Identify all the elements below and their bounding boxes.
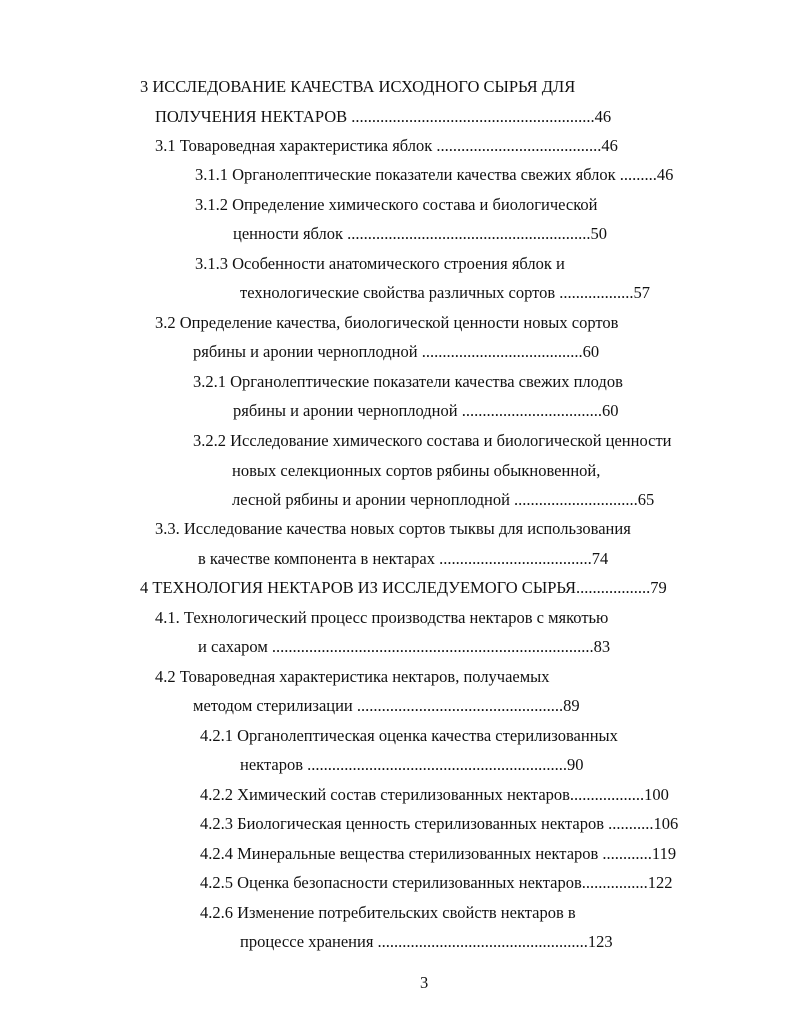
toc-line-3-1-3: 3.1.3 Особенности анатомического строения яблок и bbox=[195, 254, 565, 273]
toc-line-3-1-3-cont: технологические свойства различных сортов ..................57 bbox=[240, 283, 651, 302]
toc-line-chapter-3-title: 3 ИССЛЕДОВАНИЕ КАЧЕСТВА ИСХОДНОГО СЫРЬЯ ДЛЯ bbox=[140, 77, 576, 96]
toc-line-3-2-1: 3.2.1 Органолептические показатели качества свежих плодов bbox=[193, 372, 623, 391]
toc-line-3-2: 3.2 Определение качества, биологической ценности новых сортов bbox=[155, 313, 619, 332]
toc-line-3-1-1: 3.1.1 Органолептические показатели качества свежих яблок .........46 bbox=[195, 165, 674, 184]
toc-line-4-2-3: 4.2.3 Биологическая ценность стерилизованных нектаров ...........106 bbox=[200, 814, 679, 833]
toc-line-4-2-1: 4.2.1 Органолептическая оценка качества стерилизованных bbox=[200, 726, 618, 745]
toc-line-3-2-2: 3.2.2 Исследование химического состава и биологической ценности bbox=[193, 431, 672, 450]
toc-line-3-2-cont: рябины и аронии черноплодной .......................................60 bbox=[193, 342, 600, 361]
toc-line-chapter-3-title-cont: ПОЛУЧЕНИЯ НЕКТАРОВ ...........................................................46 bbox=[155, 107, 612, 126]
toc-line-4-2: 4.2 Товароведная характеристика нектаров, получаемых bbox=[155, 667, 550, 686]
toc-line-3-2-2-cont-1: новых селекционных сортов рябины обыкновенной, bbox=[232, 461, 601, 480]
page-number: 3 bbox=[420, 973, 429, 992]
toc-line-3-1-2: 3.1.2 Определение химического состава и биологической bbox=[195, 195, 598, 214]
toc-line-4-1: 4.1. Технологический процесс производства нектаров с мякотью bbox=[155, 608, 609, 627]
toc-line-3-3-cont: в качестве компонента в нектарах .....................................74 bbox=[198, 549, 609, 568]
toc-line-3-2-2-cont-2: лесной рябины и аронии черноплодной ..............................65 bbox=[232, 490, 655, 509]
toc-line-4-2-5: 4.2.5 Оценка безопасности стерилизованных нектаров................122 bbox=[200, 873, 673, 892]
toc-line-4-1-cont: и сахаром ..............................................................................83 bbox=[198, 637, 611, 656]
toc-line-4-2-2: 4.2.2 Химический состав стерилизованных нектаров..................100 bbox=[200, 785, 669, 804]
toc-line-3-3: 3.3. Исследование качества новых сортов тыквы для использования bbox=[155, 519, 631, 538]
toc-line-4-2-1-cont: нектаров ...............................................................90 bbox=[240, 755, 584, 774]
toc-line-4-2-6-cont: процессе хранения ...................................................123 bbox=[240, 932, 613, 951]
toc-line-3-2-1-cont: рябины и аронии черноплодной ..................................60 bbox=[233, 401, 619, 420]
toc-line-4-2-cont: методом стерилизации ..................................................89 bbox=[193, 696, 580, 715]
toc-line-4-2-4: 4.2.4 Минеральные вещества стерилизованных нектаров ............119 bbox=[200, 844, 677, 863]
toc-line-3-1-2-cont: ценности яблок ...........................................................50 bbox=[233, 224, 608, 243]
toc-line-3-1: 3.1 Товароведная характеристика яблок ........................................46 bbox=[155, 136, 618, 155]
toc-line-4-2-6: 4.2.6 Изменение потребительских свойств нектаров в bbox=[200, 903, 576, 922]
toc-line-chapter-4-title: 4 ТЕХНОЛОГИЯ НЕКТАРОВ ИЗ ИССЛЕДУЕМОГО СЫРЬЯ..................79 bbox=[140, 578, 667, 597]
